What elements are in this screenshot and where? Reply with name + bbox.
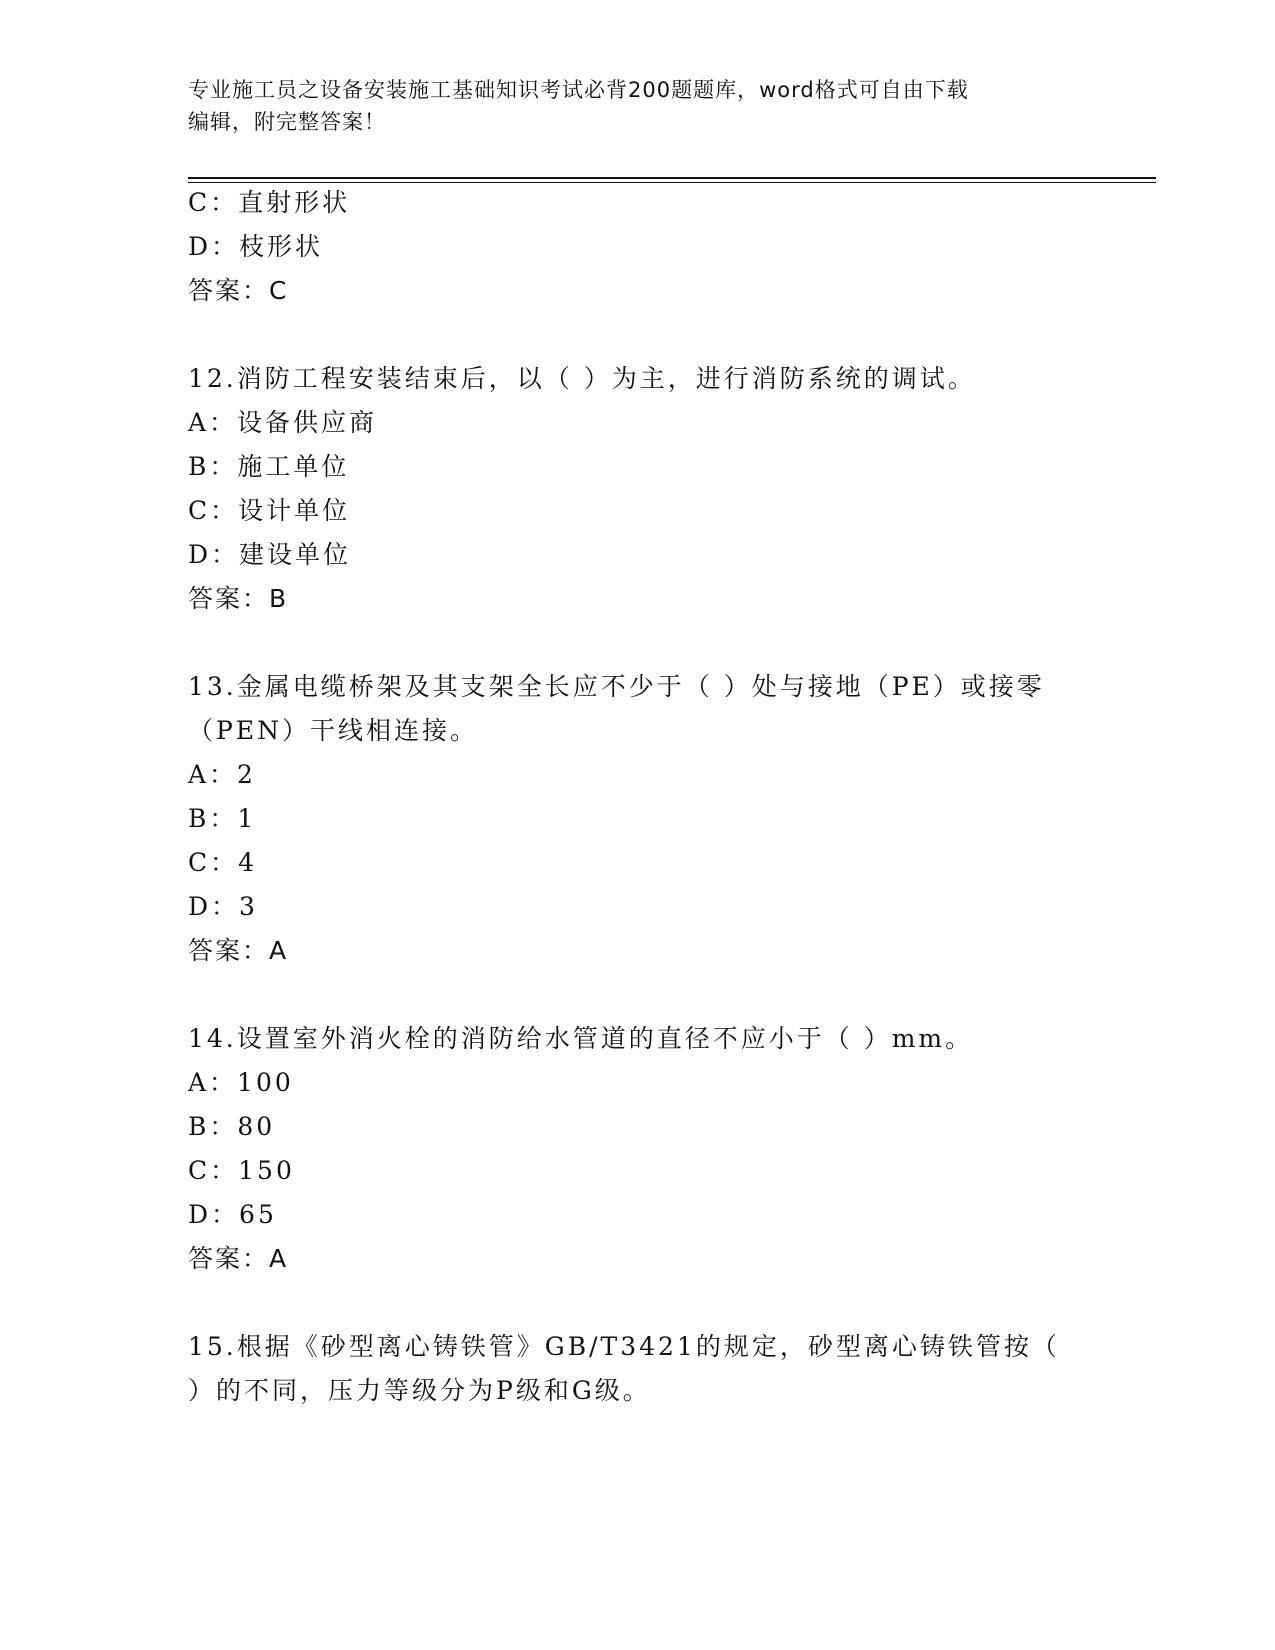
q14-option-b: B：80 bbox=[188, 1112, 276, 1141]
q13-stem-line-2: （PEN）干线相连接。 bbox=[188, 716, 478, 745]
q13-option-b: B：1 bbox=[188, 804, 257, 833]
q14-option-a: A：100 bbox=[188, 1068, 294, 1097]
q14-option-c: C：150 bbox=[188, 1156, 295, 1185]
q12-option-b: B：施工单位 bbox=[188, 452, 350, 481]
q14-answer: 答案：A bbox=[188, 1244, 289, 1273]
q12-option-c: C：设计单位 bbox=[188, 496, 351, 525]
header-title-line-1: 专业施工员之设备安装施工基础知识考试必背200题题库，word格式可自由下载 bbox=[188, 78, 969, 102]
q12-answer: 答案：B bbox=[188, 584, 289, 613]
header-divider-thick bbox=[188, 177, 1156, 179]
prev-question-option-d: D：枝形状 bbox=[188, 232, 324, 261]
header-divider-thin bbox=[188, 182, 1156, 183]
q13-stem-line-1: 13.金属电缆桥架及其支架全长应不少于（ ）处与接地（PE）或接零 bbox=[188, 672, 1045, 701]
q13-option-c: C：4 bbox=[188, 848, 258, 877]
q15-stem-line-2: ）的不同，压力等级分为P级和G级。 bbox=[188, 1376, 651, 1405]
q14-option-d: D：65 bbox=[188, 1200, 277, 1229]
prev-question-answer: 答案：C bbox=[188, 276, 289, 305]
header-title-line-2: 编辑，附完整答案！ bbox=[188, 110, 386, 134]
prev-question-option-c: C：直射形状 bbox=[188, 188, 351, 217]
q13-option-d: D：3 bbox=[188, 892, 258, 921]
q13-answer: 答案：A bbox=[188, 936, 289, 965]
q12-option-d: D：建设单位 bbox=[188, 540, 352, 569]
document-header bbox=[188, 74, 1068, 138]
q12-stem: 12.消防工程安装结束后，以（ ）为主，进行消防系统的调试。 bbox=[188, 364, 976, 393]
q13-option-a: A：2 bbox=[188, 760, 256, 789]
q12-option-a: A：设备供应商 bbox=[188, 408, 378, 437]
q15-stem-line-1: 15.根据《砂型离心铸铁管》GB/T3421的规定，砂型离心铸铁管按（ bbox=[188, 1332, 1060, 1361]
q14-stem: 14.设置室外消火栓的消防给水管道的直径不应小于（ ）mm。 bbox=[188, 1024, 974, 1053]
